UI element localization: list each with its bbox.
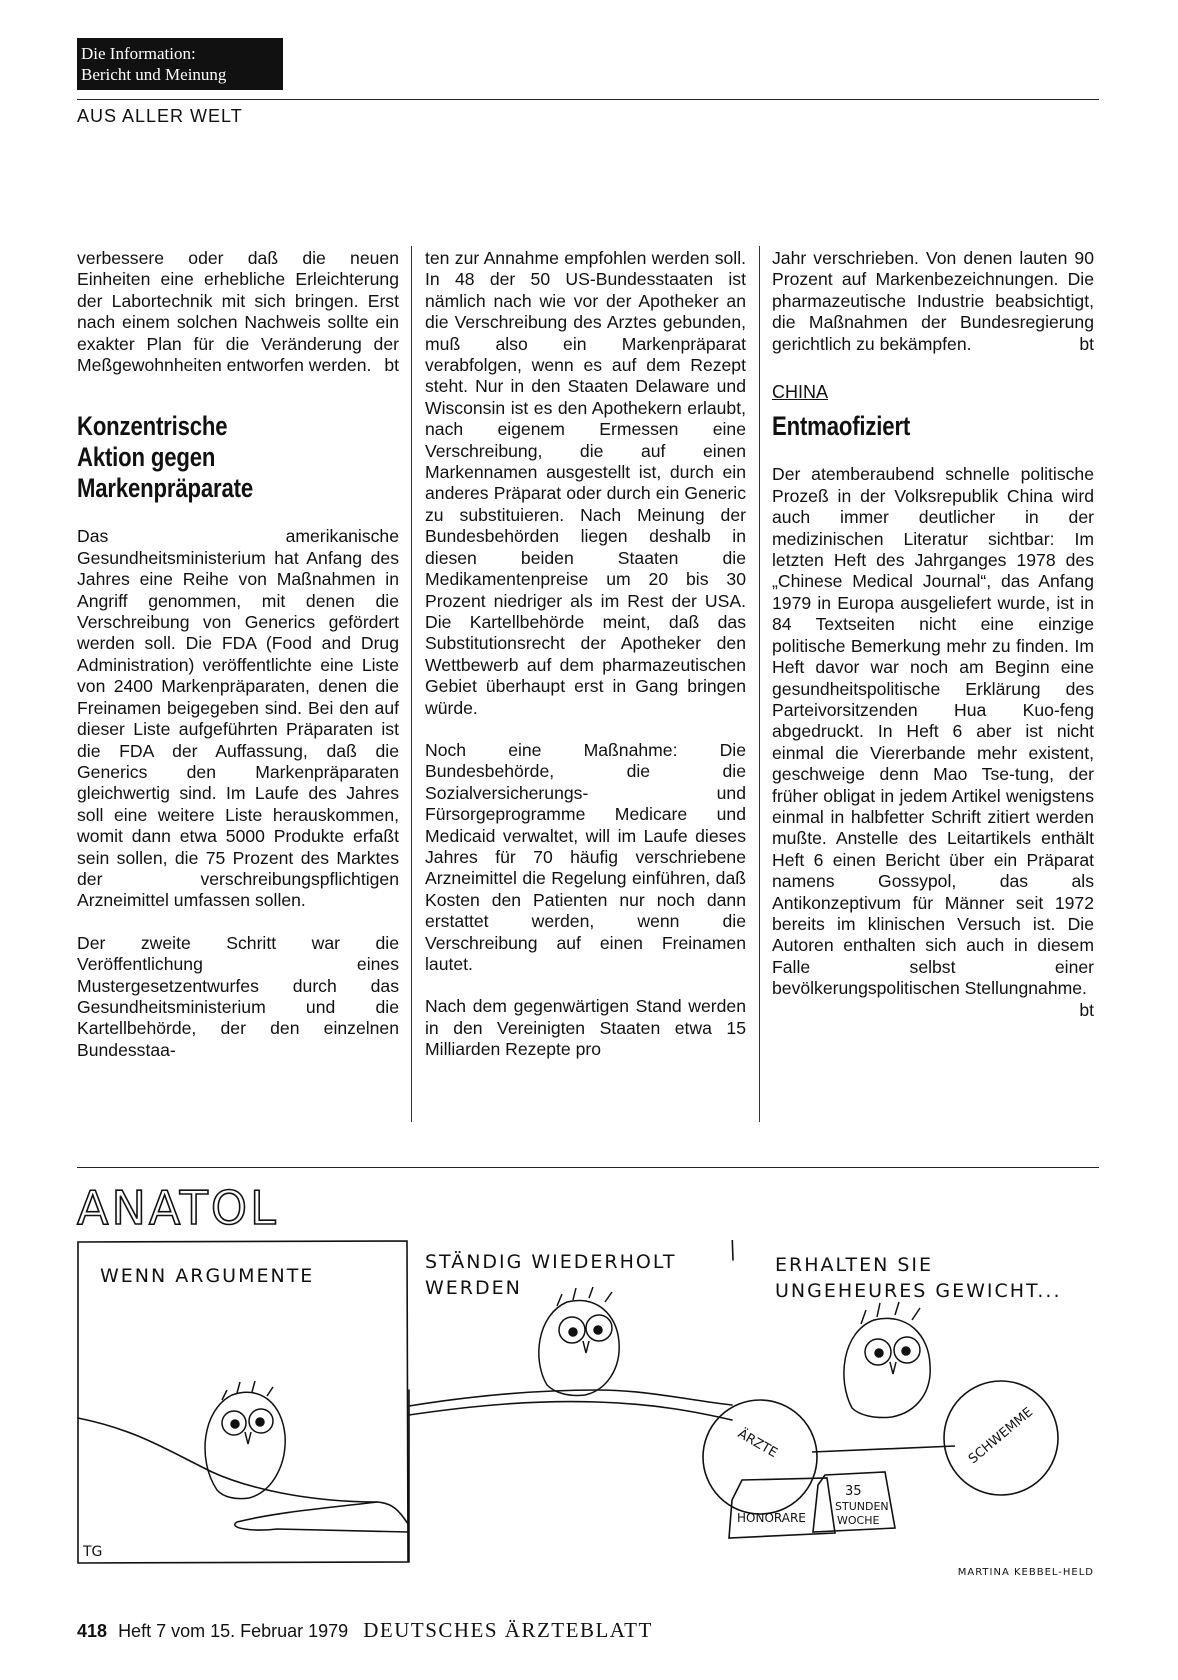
- department-label-box: [77, 38, 283, 90]
- paragraph: Der zweite Schritt war die Veröffentlichung eines Mustergesetzentwurfes durch das Gesundheitsministerium und die Kartellbehörde, der den einzelnen Bundesstaa-: [77, 932, 399, 1060]
- panel-2-caption: [425, 1249, 676, 1301]
- article-body: [772, 464, 1094, 1020]
- caption-line: STÄNDIG WIEDERHOLT: [425, 1251, 677, 1273]
- column-1: [77, 248, 399, 1082]
- issue-info: Heft 7 vom 15. Februar 1979: [118, 1621, 349, 1641]
- article-continuation: [772, 248, 1094, 355]
- scale-beam: [812, 1446, 955, 1452]
- caption-line: UNGEHEURES GEWICHT...: [775, 1280, 1062, 1302]
- author-initials: bt: [1079, 999, 1094, 1020]
- paragraph: Nach dem gegenwärtigen Stand werden in den Vereinigten Staaten etwa 15 Milliarden Rezepte pro: [425, 996, 746, 1060]
- column-divider: [411, 246, 412, 1122]
- scale-left-label: ÄRZTE: [735, 1426, 780, 1461]
- page-footer: [77, 1618, 653, 1643]
- branch-line: [409, 1390, 732, 1406]
- branch-line: [235, 1502, 408, 1532]
- header-divider: [77, 99, 1099, 100]
- weight-right-label: STUNDEN: [835, 1500, 889, 1513]
- headline-line: Aktion gegen: [77, 442, 216, 473]
- article-headline: Entmaofiziert: [772, 411, 911, 442]
- cartoon-divider: [77, 1167, 1099, 1168]
- branch-line: [409, 1402, 732, 1420]
- scale-ball-left: [703, 1400, 817, 1514]
- headline-line: Markenpräparate: [77, 473, 253, 504]
- journal-name: DEUTSCHES ÄRZTEBLATT: [363, 1618, 653, 1642]
- weight-left: [729, 1478, 835, 1538]
- caption-line: WERDEN: [425, 1277, 522, 1299]
- author-initials: bt: [1079, 333, 1094, 354]
- weight-left-label: HONORARE: [737, 1511, 806, 1525]
- owl-icon: [539, 1287, 619, 1396]
- column-2: [425, 248, 746, 1082]
- scale-labels: [735, 1405, 1036, 1527]
- panel-1-border: [78, 1241, 408, 1563]
- article-kicker: CHINA: [772, 382, 829, 403]
- cartoon-title-text: ANATOL: [77, 1181, 279, 1234]
- author-initials: bt: [384, 355, 399, 376]
- section-title: AUS ALLER WELT: [77, 106, 243, 126]
- paragraph-text: Der atemberaubend schnelle politische Prozeß in der Volksrepublik China wird auch immer deutlicher in der medizinischen Literatur sichtbar: Im letzten Heft des Jahrganges 1978 des „Chinese Medical Journal“, das Anfang 1979 in Europa ausgeliefert wurde, ist in 84 Textseiten nicht eine einzige politische Bemerkung mehr zu finden. Im Heft davor war noch am Beginn eine gesundheitspolitische Erklärung des Parteivorsitzenden Hua Kuo-feng abgedruckt. In Heft 6 aber ist nicht einmal die Viererbande mehr existent, geschweige denn Mao Tse-tung, der früher obligat in jedem Artikel wenigstens einmal in halbfetter Schrift zitiert werden mußte. Anstelle des Leitartikels enthält Heft 6 einen Bericht über ein Präparat namens Gossypol, das als Antikonzeptivum für Männer seit 1972 bereits im klinischen Versuch ist. Die Autoren enthalten sich auch in diesem Falle selbst einer bevölkerungspolitischen Stellungnahme.: [772, 464, 1094, 999]
- scale-right-label: SCHWEMME: [965, 1404, 1036, 1468]
- paragraph: Noch eine Maßnahme: Die Bundesbehörde, die die Sozialversicherungs- und Fürsorgeprogramme Medicare und Medicaid verwaltet, will im Laufe dieses Jahres für 70 häufig verschriebene Arzneimittel die Regelung einführen, daß Kosten den Patienten nur noch dann erstattet werden, wenn die Verschreibung auf einen Freinamen lautet.: [425, 739, 746, 974]
- branch-lines: [78, 1390, 732, 1532]
- column-divider: [759, 246, 760, 1122]
- caption-line: ERHALTEN SIE: [775, 1254, 933, 1276]
- paragraph-text: verbessere oder daß die neuen Einheiten eine erhebliche Erleichterung der Labortechnik mit sich bringen. Erst nach einem solchen Nachweis sollte ein exakter Plan für die Veränderung der Meßgewohnheiten entworfen werden.: [77, 248, 399, 376]
- column-3: [772, 248, 1094, 1021]
- hill-line: [78, 1418, 408, 1524]
- department-label-line2: Bericht und Meinung: [81, 65, 227, 84]
- paragraph: ten zur Annahme empfohlen werden soll. In 48 der 50 US-Bundesstaaten ist nämlich nach wie vor der Apotheker an die Verschreibung des Arztes gebunden, muß also ein Markenpräparat verabfolgen, wenn es auf dem Rezept steht. Nur in den Staaten Delaware und Wisconsin ist es den Apothekern erlaubt, nach eigenem Ermessen eine Verschreibung, die auf einen Markennamen ausgestellt ist, durch ein anderes Präparat oder durch ein Generic zu substituieren. Nach Meinung der Bundesbehörden liegen deshalb in diesen beiden Staaten die Medikamentenpreise um 20 bis 30 Prozent niedriger als im Rest der USA. Die Kartellbehörde meint, daß das Substitutionsrecht der Apotheker den Wettbewerb auf dem pharmazeutischen Gebiet überhaupt erst in Gang bringen würde.: [425, 248, 746, 718]
- owl-icon: [844, 1302, 930, 1418]
- panel-1-caption: WENN ARGUMENTE: [100, 1265, 315, 1287]
- panel-3-caption: [775, 1252, 1062, 1304]
- article-headline: [77, 411, 407, 504]
- illustrator-credit: MARTINA KEBBEL-HELD: [957, 1567, 1094, 1578]
- cartoon-title: [75, 1178, 315, 1234]
- page-number: 418: [77, 1621, 108, 1641]
- department-label-line1: Die Information:: [81, 44, 196, 63]
- panel-divider: [732, 1240, 733, 1260]
- paragraph-text: Jahr verschrieben. Von denen lauten 90 Prozent auf Markenbezeichnungen. Die pharmazeutische Industrie beabsichtigt, die Maßnahmen der Bundesregierung gerichtlich zu bekämpfen.: [772, 248, 1094, 354]
- weight-right-label: WOCHE: [837, 1514, 880, 1527]
- paragraph: Das amerikanische Gesundheitsministerium hat Anfang des Jahres eine Reihe von Maßnahmen in Angriff genommen, mit denen die Verschreibung von Generics gefördert werden soll. Die FDA (Food and Drug Administration) veröffentlichte eine Liste von 2400 Markenpräparaten, denen die Freinamen beigegeben sind. Bei den auf dieser Liste aufgeführten Präparaten ist die FDA der Auffassung, daß die Generics den Markenpräparaten gleichwertig sind. Im Laufe des Jahres soll eine weitere Liste herauskommen, womit dann etwa 5000 Produkte erfaßt sein sollen, die 75 Prozent des Marktes der verschreibungspflichtigen Arzneimittel umfassen sollen.: [77, 526, 399, 911]
- headline-line: Konzentrische: [77, 411, 228, 442]
- article-continuation: [77, 248, 399, 376]
- weight-right-label: 35: [845, 1484, 862, 1499]
- owl-icon: [205, 1381, 285, 1499]
- artist-signature: TG: [83, 1544, 103, 1560]
